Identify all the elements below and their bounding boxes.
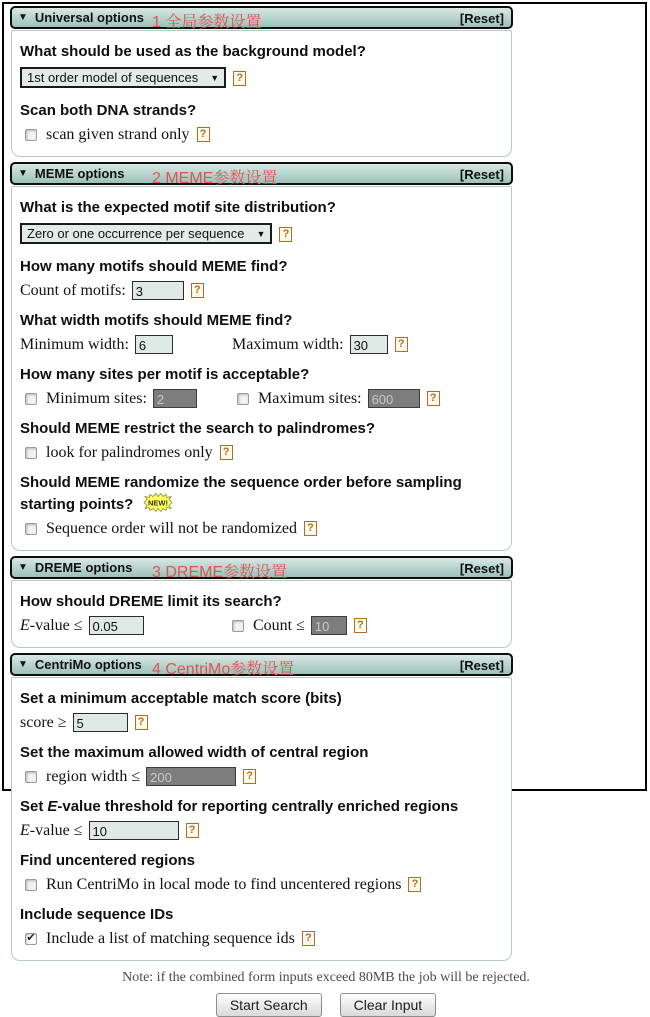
centrimo-title: CentriMo options [34, 657, 142, 672]
site-distribution-select[interactable] [20, 223, 272, 244]
help-icon[interactable]: ? [408, 877, 421, 892]
randomize-question-text: Should MEME randomize the sequence order before sampling starting points? [20, 474, 462, 513]
question-motif-width: What width motifs should MEME find? [20, 312, 293, 329]
collapse-triangle-icon: ▼ [18, 12, 28, 23]
help-icon[interactable]: ? [279, 227, 292, 242]
site-distribution-row [20, 221, 503, 247]
question-motif-count: How many motifs should MEME find? [20, 258, 288, 275]
help-icon[interactable]: ? [186, 823, 199, 838]
section-meme [10, 162, 513, 551]
sequence-ids-checkbox[interactable] [25, 933, 37, 945]
annotation-centrimo: 4 CentriMo参数设置 [152, 661, 295, 678]
match-score-row [20, 712, 503, 733]
palindromes-row [20, 442, 503, 463]
universal-header[interactable] [10, 6, 513, 29]
size-limit-note: Note: if the combined form inputs exceed 80MB the job will be rejected. [122, 970, 530, 985]
central-region-row [20, 766, 503, 787]
meme-header[interactable] [10, 162, 513, 185]
evalue-threshold-pre: Set [20, 798, 44, 815]
centrimo-body [11, 677, 512, 961]
question-site-distribution: What is the expected motif site distribution? [20, 199, 336, 216]
help-icon[interactable]: ? [427, 391, 440, 406]
max-sites-checkbox[interactable] [237, 393, 249, 405]
min-sites-checkbox[interactable] [25, 393, 37, 405]
site-distribution-selected: Zero or one occurrence per sequence [27, 226, 245, 241]
new-badge-icon [143, 493, 173, 512]
centrimo-evalue-input[interactable]: 10 [89, 821, 179, 840]
checkmark-icon: ✔ [26, 932, 36, 944]
question-central-region: Set the maximum allowed width of central region [20, 744, 369, 761]
section-centrimo [10, 653, 513, 961]
question-sequence-ids: Include sequence IDs [20, 906, 174, 923]
select-arrow-icon: ▼ [256, 228, 266, 239]
help-icon[interactable]: ? [395, 337, 408, 352]
centrimo-header[interactable] [10, 653, 513, 676]
min-sites-label: Minimum sites: [46, 389, 147, 407]
min-sites-group [25, 389, 237, 408]
min-width-label: Minimum width: [20, 335, 129, 353]
evalue-threshold-e: E [47, 798, 58, 815]
local-mode-checkbox[interactable] [25, 879, 37, 891]
page-frame [2, 2, 647, 1013]
start-search-button[interactable]: Start Search [216, 993, 322, 1017]
score-label: score ≥ [20, 713, 67, 731]
scan-strand-label: scan given strand only [46, 125, 190, 143]
min-sites-input[interactable]: 2 [153, 389, 197, 408]
collapse-triangle-icon: ▼ [18, 659, 28, 670]
help-icon[interactable]: ? [233, 71, 246, 86]
collapse-triangle-icon: ▼ [18, 562, 28, 573]
meme-title: MEME options [34, 166, 125, 181]
question-evalue-threshold [20, 796, 503, 817]
universal-body [11, 30, 512, 157]
local-mode-label: Run CentriMo in local mode to find uncentered regions [46, 875, 402, 893]
evalue-e-label: E [20, 616, 30, 634]
background-model-selected: 1st order model of sequences [27, 70, 199, 85]
background-model-row [20, 65, 503, 91]
region-width-checkbox[interactable] [25, 771, 37, 783]
sequence-ids-label: Include a list of matching sequence ids [46, 929, 295, 947]
dreme-count-label: Count ≤ [253, 616, 305, 634]
help-icon[interactable]: ? [197, 127, 210, 142]
question-palindromes: Should MEME restrict the search to palindromes? [20, 420, 376, 437]
help-icon[interactable]: ? [135, 715, 148, 730]
evalue-threshold-post: -value threshold for reporting centrally enriched regions [57, 798, 459, 815]
background-model-select[interactable] [20, 67, 226, 88]
question-match-score: Set a minimum acceptable match score (bits) [20, 690, 342, 707]
local-mode-row [20, 874, 503, 895]
help-icon[interactable]: ? [304, 521, 317, 536]
annotation-dreme: 3 DREME参数设置 [152, 564, 288, 581]
meme-reset-button[interactable]: [Reset] [459, 167, 504, 182]
max-sites-input[interactable]: 600 [368, 389, 420, 408]
motif-count-label: Count of motifs: [20, 281, 126, 299]
centrimo-evalue-label: -value ≤ [29, 821, 83, 839]
dreme-title: DREME options [34, 560, 133, 575]
question-randomize [20, 472, 503, 515]
min-width-input[interactable]: 6 [135, 335, 173, 354]
score-input[interactable]: 5 [73, 713, 128, 732]
section-universal [10, 6, 513, 157]
centrimo-evalue-row [20, 820, 503, 841]
section-dreme [10, 556, 513, 648]
randomize-row [20, 518, 503, 539]
help-icon[interactable]: ? [354, 618, 367, 633]
dreme-count-checkbox[interactable] [232, 620, 244, 632]
max-width-label: Maximum width: [232, 335, 344, 353]
randomize-label: Sequence order will not be randomized [46, 519, 298, 537]
collapse-triangle-icon: ▼ [18, 168, 28, 179]
motif-count-input[interactable]: 3 [132, 281, 184, 300]
max-width-input[interactable]: 30 [350, 335, 388, 354]
region-width-label: region width ≤ [46, 767, 141, 785]
help-icon[interactable]: ? [220, 445, 233, 460]
annotation-universal: 1 全局参数设置 [152, 14, 262, 31]
dreme-header[interactable] [10, 556, 513, 579]
dreme-evalue-input[interactable]: 0.05 [89, 616, 144, 635]
help-icon[interactable]: ? [243, 769, 256, 784]
universal-title: Universal options [34, 10, 144, 25]
scan-strand-row [20, 124, 503, 145]
evalue-label: -value ≤ [29, 616, 83, 634]
dreme-reset-button[interactable]: [Reset] [459, 561, 504, 576]
question-dreme-limit: How should DREME limit its search? [20, 593, 282, 610]
help-icon[interactable]: ? [191, 283, 204, 298]
centrimo-reset-button[interactable]: [Reset] [459, 658, 504, 673]
question-uncentered: Find uncentered regions [20, 852, 196, 869]
region-width-input[interactable]: 200 [146, 767, 236, 786]
sites-per-motif-row [20, 388, 503, 409]
annotation-meme: 2 MEME参数设置 [152, 170, 278, 187]
clear-input-button[interactable]: Clear Input [340, 993, 436, 1017]
form-buttons [10, 993, 642, 1017]
question-sites-per-motif: How many sites per motif is acceptable? [20, 366, 310, 383]
meme-body [11, 186, 512, 551]
sequence-ids-row [20, 928, 503, 949]
centrimo-evalue-e-label: E [20, 821, 30, 839]
motif-width-row [20, 334, 503, 355]
palindromes-label: look for palindromes only [46, 443, 213, 461]
question-background-model: What should be used as the background model? [20, 43, 366, 60]
svg-text:NEW!: NEW! [147, 498, 168, 508]
select-arrow-icon: ▼ [210, 72, 220, 83]
dreme-evalue-group [20, 616, 232, 635]
palindromes-checkbox[interactable] [25, 447, 37, 459]
scan-strand-checkbox[interactable] [25, 129, 37, 141]
min-width-group [20, 335, 232, 354]
max-sites-label: Maximum sites: [258, 389, 362, 407]
question-scan-strands: Scan both DNA strands? [20, 102, 197, 119]
help-icon[interactable]: ? [302, 931, 315, 946]
dreme-body [11, 580, 512, 648]
motif-count-row [20, 280, 503, 301]
dreme-count-input[interactable]: 10 [311, 616, 347, 635]
randomize-checkbox[interactable] [25, 523, 37, 535]
dreme-limit-row [20, 615, 503, 636]
universal-reset-button[interactable]: [Reset] [459, 11, 504, 26]
